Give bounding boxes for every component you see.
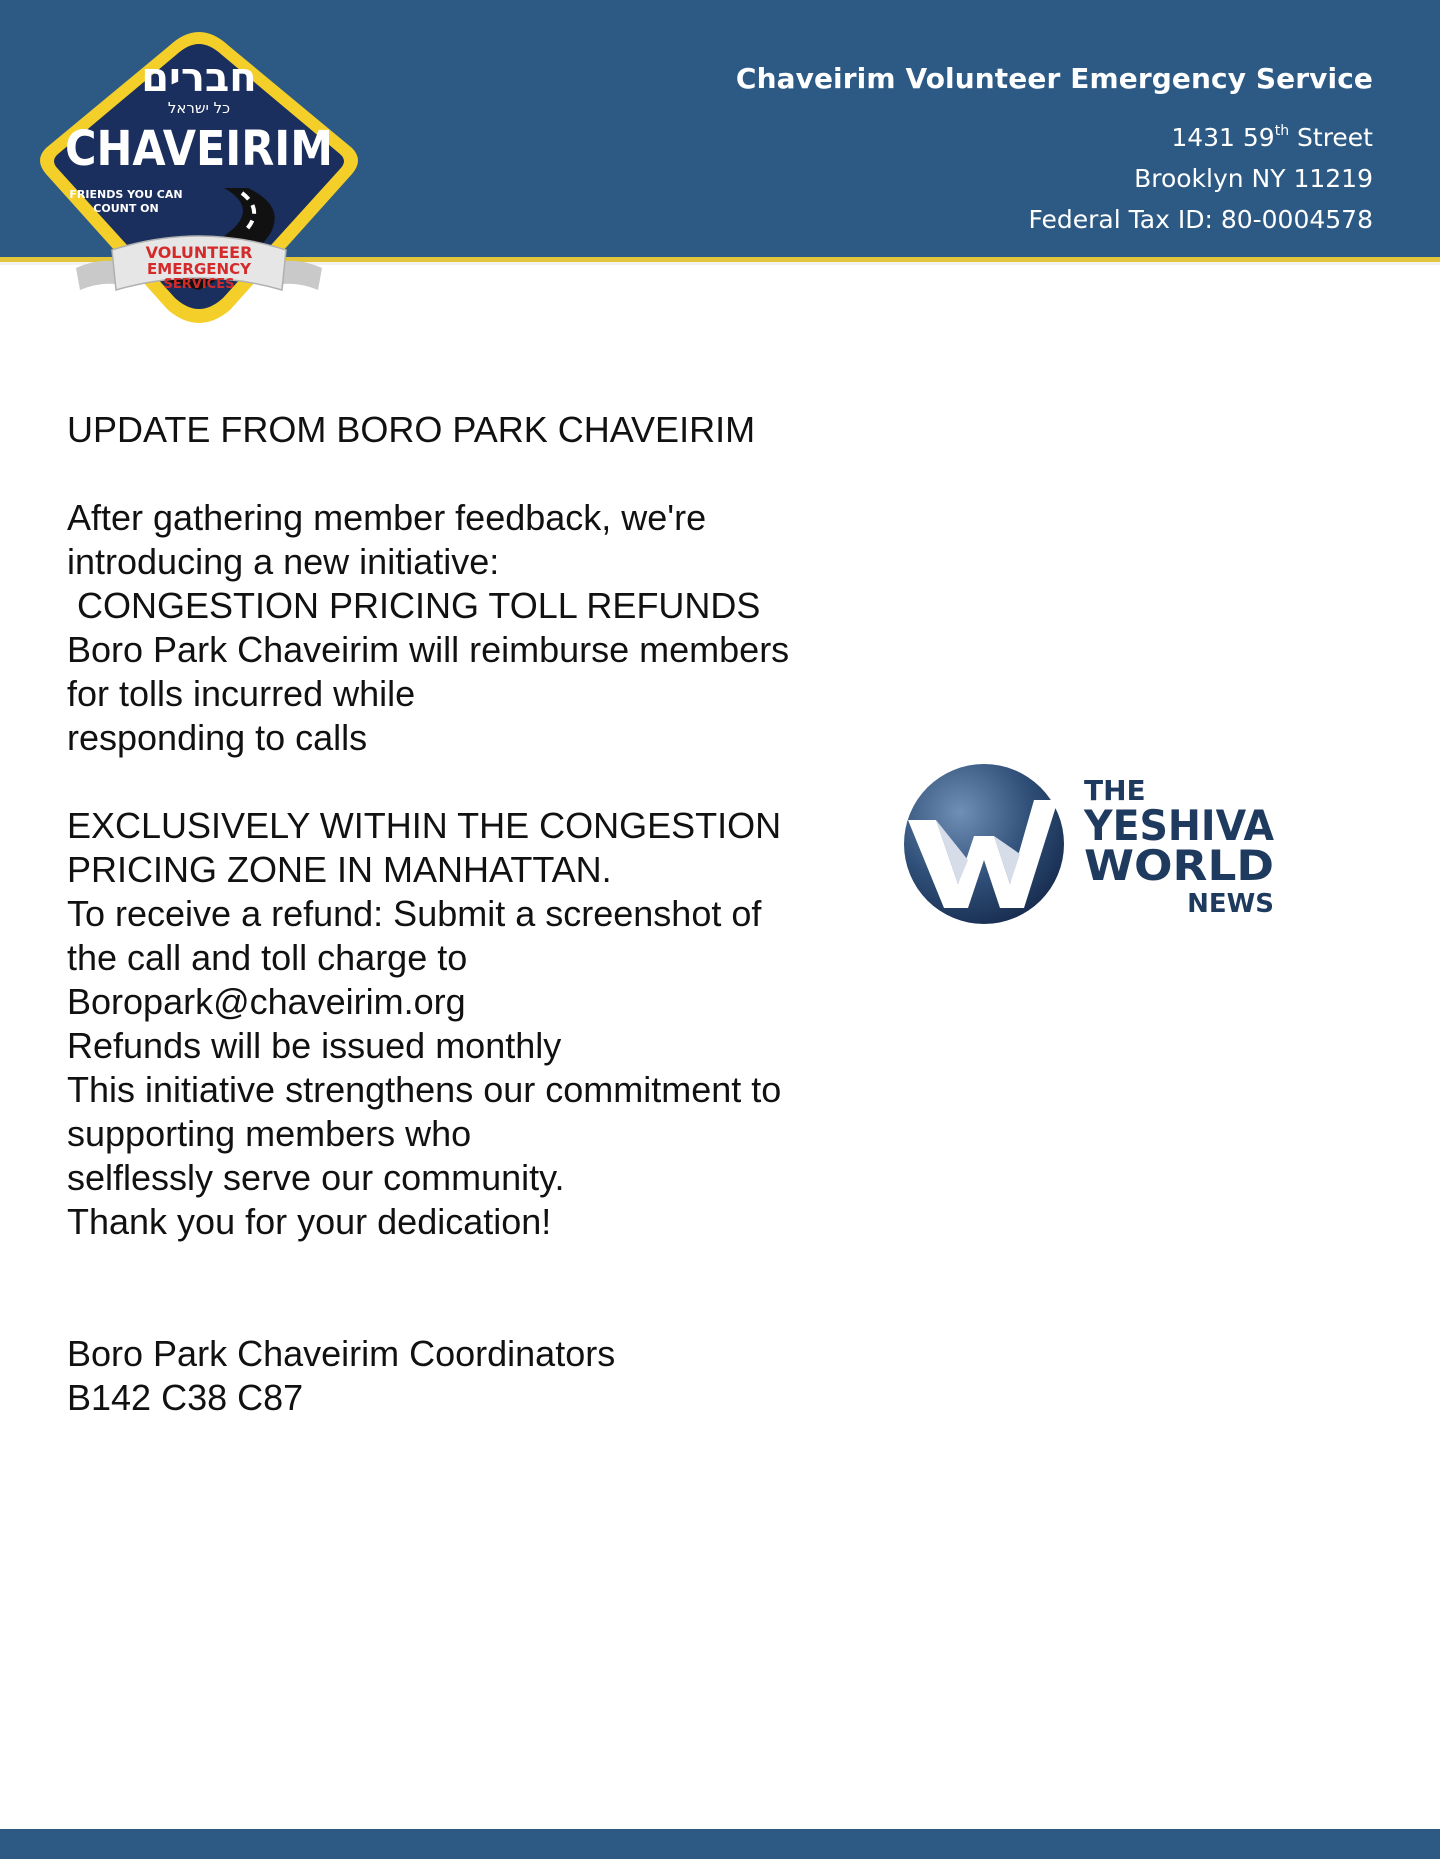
intro-line: After gathering member feedback, we're	[67, 497, 707, 538]
logo-ribbon-3: SERVICES	[163, 277, 235, 292]
details-line: the call and toll charge to	[67, 937, 468, 978]
spacer	[67, 452, 867, 496]
intro-line: Boro Park Chaveirim will reimburse members	[67, 629, 790, 670]
details-line: EXCLUSIVELY WITHIN THE CONGESTION	[67, 805, 782, 846]
org-info	[736, 62, 1373, 240]
org-tax-id: Federal Tax ID: 80-0004578	[1028, 205, 1373, 234]
logo-tagline-1: FRIENDS YOU CAN	[69, 188, 183, 201]
yeshiva-world-news-logo	[902, 762, 1282, 926]
letter-body	[67, 408, 867, 1420]
logo-hebrew: חברים	[141, 55, 257, 101]
ywn-the: THE	[1084, 774, 1146, 807]
org-name: Chaveirim Volunteer Emergency Service	[735, 62, 1373, 95]
signature-codes: B142 C38 C87	[67, 1377, 304, 1418]
org-city: Brooklyn NY 11219	[1134, 164, 1373, 193]
address-street: Street	[1289, 123, 1373, 152]
logo-ribbon-2: EMERGENCY	[147, 260, 251, 278]
intro-line: CONGESTION PRICING TOLL REFUNDS	[67, 585, 761, 626]
address-ordinal: th	[1274, 123, 1290, 139]
details-line: To receive a refund: Submit a screenshot of	[67, 893, 762, 934]
details-line: supporting members who	[67, 1113, 472, 1154]
details-line: Thank you for your dedication!	[67, 1201, 552, 1242]
org-address	[736, 111, 1373, 158]
signature-line: Boro Park Chaveirim Coordinators	[67, 1333, 616, 1374]
letterhead-footer	[0, 1829, 1440, 1859]
ywn-world: WORLD	[1084, 841, 1274, 890]
ywn-news: NEWS	[1187, 889, 1274, 919]
details-line: Refunds will be issued monthly	[67, 1025, 562, 1066]
logo-tagline-2: COUNT ON	[93, 202, 159, 215]
chaveirim-logo	[34, 28, 364, 326]
address-number: 1431 59	[1171, 123, 1275, 152]
intro-line: responding to calls	[67, 717, 368, 758]
logo-ribbon-1: VOLUNTEER	[145, 243, 253, 262]
details-line: PRICING ZONE IN MANHATTAN.	[67, 849, 612, 890]
intro-line: for tolls incurred while	[67, 673, 416, 714]
details-line: selflessly serve our community.	[67, 1157, 565, 1198]
logo-hebrew-sub: כל ישראל	[167, 99, 231, 117]
contact-email: Boropark@chaveirim.org	[67, 981, 466, 1022]
letter-heading: UPDATE FROM BORO PARK CHAVEIRIM	[67, 409, 756, 450]
spacer	[67, 760, 867, 804]
spacer	[67, 1244, 867, 1332]
logo-name: CHAVEIRIM	[65, 121, 333, 177]
ywn-yeshiva: YESHIVA	[1083, 801, 1275, 850]
intro-line: introducing a new initiative:	[67, 541, 500, 582]
details-line: This initiative strengthens our commitment to	[67, 1069, 782, 1110]
